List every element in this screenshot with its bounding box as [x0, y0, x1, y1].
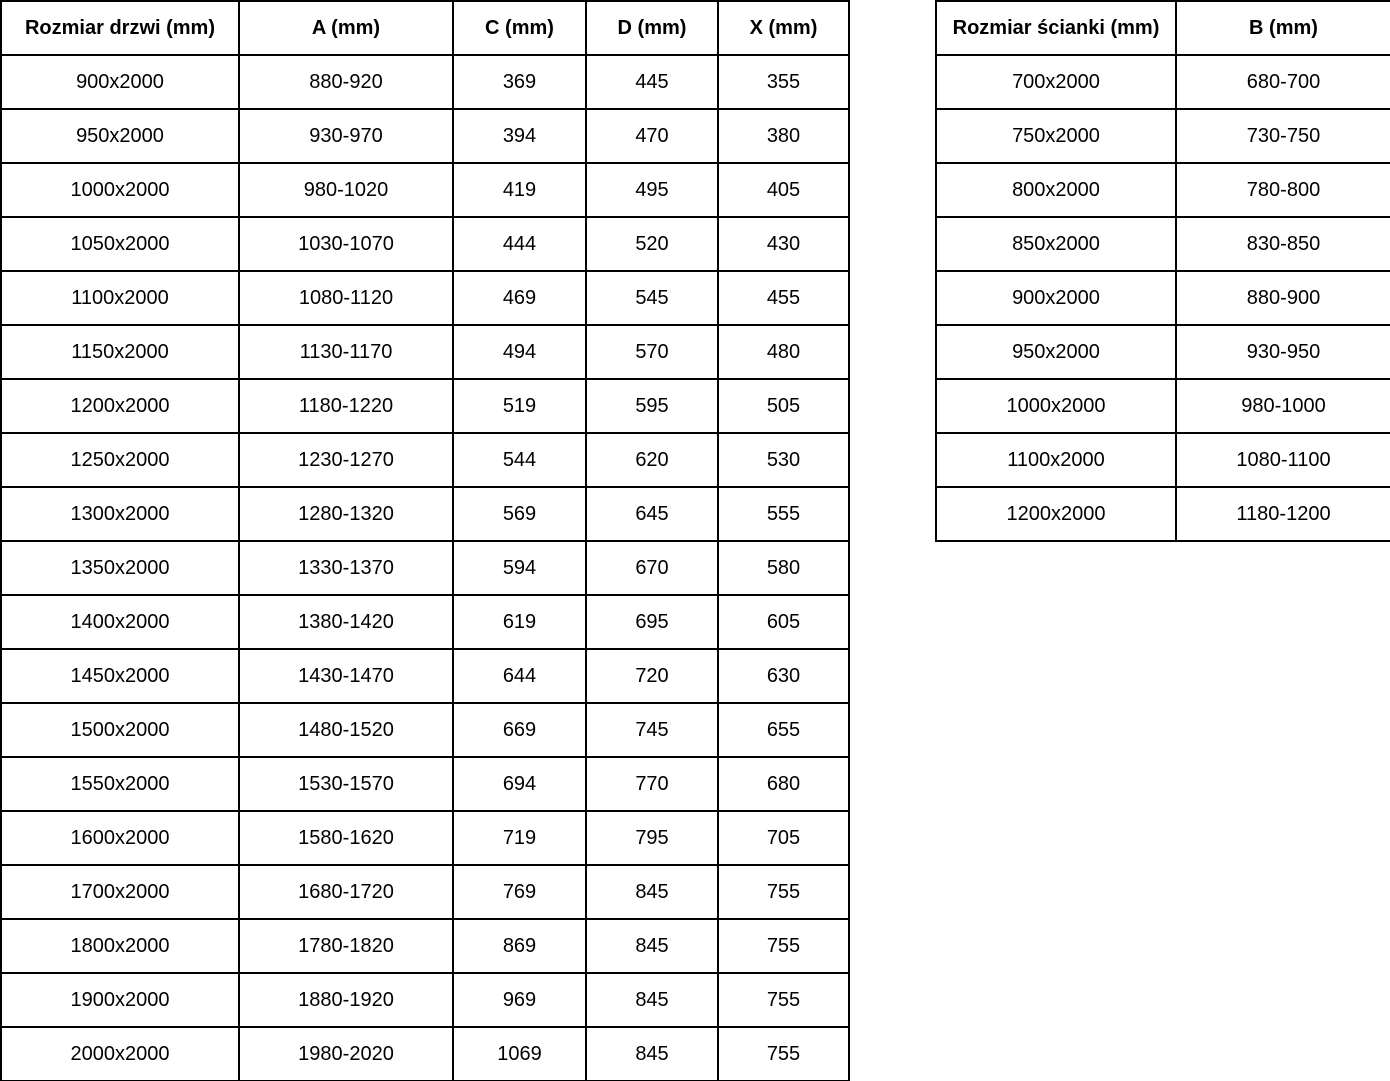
- table-row: [1, 595, 849, 649]
- table-row: [1, 271, 849, 325]
- table-cell: 1100x2000: [936, 433, 1176, 487]
- door-sizes-body: [1, 55, 849, 1081]
- table-row: [1, 703, 849, 757]
- table-cell: 1350x2000: [1, 541, 239, 595]
- table-row: [1, 1027, 849, 1081]
- table-row: [1, 379, 849, 433]
- table-row: [1, 865, 849, 919]
- table-cell: 580: [718, 541, 849, 595]
- table-cell: 669: [453, 703, 586, 757]
- table-cell: 469: [453, 271, 586, 325]
- table-cell: 769: [453, 865, 586, 919]
- table-cell: 605: [718, 595, 849, 649]
- table-cell: 930-970: [239, 109, 453, 163]
- table-cell: 1580-1620: [239, 811, 453, 865]
- table-row: [936, 433, 1390, 487]
- table-cell: 1400x2000: [1, 595, 239, 649]
- table-cell: 1980-2020: [239, 1027, 453, 1081]
- table-cell: 1530-1570: [239, 757, 453, 811]
- table-cell: 1130-1170: [239, 325, 453, 379]
- table-cell: 1380-1420: [239, 595, 453, 649]
- table-cell: 900x2000: [936, 271, 1176, 325]
- table-cell: 1300x2000: [1, 487, 239, 541]
- table-cell: 530: [718, 433, 849, 487]
- table-cell: 1480-1520: [239, 703, 453, 757]
- table-cell: 455: [718, 271, 849, 325]
- table-cell: 680-700: [1176, 55, 1390, 109]
- table-cell: 1030-1070: [239, 217, 453, 271]
- table-cell: 470: [586, 109, 718, 163]
- table-row: [936, 325, 1390, 379]
- table-cell: 445: [586, 55, 718, 109]
- table-row: [1, 163, 849, 217]
- table-cell: 694: [453, 757, 586, 811]
- table-cell: 830-850: [1176, 217, 1390, 271]
- table-row: [936, 217, 1390, 271]
- table-row: [1, 541, 849, 595]
- table-cell: 845: [586, 973, 718, 1027]
- wall-sizes-header-row: [936, 1, 1390, 55]
- table-cell: 569: [453, 487, 586, 541]
- table-row: [936, 109, 1390, 163]
- column-header: X (mm): [718, 1, 849, 55]
- table-row: [1, 757, 849, 811]
- table-cell: 950x2000: [936, 325, 1176, 379]
- table-cell: 1330-1370: [239, 541, 453, 595]
- table-cell: 980-1020: [239, 163, 453, 217]
- table-cell: 369: [453, 55, 586, 109]
- table-cell: 444: [453, 217, 586, 271]
- table-cell: 1880-1920: [239, 973, 453, 1027]
- wall-sizes-body: [936, 55, 1390, 541]
- table-cell: 1230-1270: [239, 433, 453, 487]
- table-cell: 720: [586, 649, 718, 703]
- table-cell: 1700x2000: [1, 865, 239, 919]
- table-cell: 845: [586, 1027, 718, 1081]
- table-cell: 845: [586, 865, 718, 919]
- table-cell: 1800x2000: [1, 919, 239, 973]
- table-cell: 355: [718, 55, 849, 109]
- column-header: A (mm): [239, 1, 453, 55]
- table-cell: 480: [718, 325, 849, 379]
- table-row: [936, 163, 1390, 217]
- table-cell: 1550x2000: [1, 757, 239, 811]
- table-cell: 880-900: [1176, 271, 1390, 325]
- table-cell: 880-920: [239, 55, 453, 109]
- table-cell: 680: [718, 757, 849, 811]
- table-cell: 1069: [453, 1027, 586, 1081]
- table-cell: 695: [586, 595, 718, 649]
- table-cell: 1900x2000: [1, 973, 239, 1027]
- table-row: [936, 55, 1390, 109]
- table-cell: 630: [718, 649, 849, 703]
- table-cell: 1000x2000: [1, 163, 239, 217]
- table-row: [1, 433, 849, 487]
- table-cell: 519: [453, 379, 586, 433]
- table-row: [1, 973, 849, 1027]
- table-cell: 670: [586, 541, 718, 595]
- table-cell: 1430-1470: [239, 649, 453, 703]
- table-cell: 1000x2000: [936, 379, 1176, 433]
- table-cell: 755: [718, 1027, 849, 1081]
- table-cell: 900x2000: [1, 55, 239, 109]
- table-cell: 980-1000: [1176, 379, 1390, 433]
- table-cell: 745: [586, 703, 718, 757]
- table-cell: 1780-1820: [239, 919, 453, 973]
- table-cell: 1600x2000: [1, 811, 239, 865]
- table-row: [1, 55, 849, 109]
- table-cell: 850x2000: [936, 217, 1176, 271]
- table-cell: 800x2000: [936, 163, 1176, 217]
- table-row: [1, 109, 849, 163]
- table-cell: 755: [718, 865, 849, 919]
- table-cell: 1200x2000: [1, 379, 239, 433]
- table-cell: 570: [586, 325, 718, 379]
- table-cell: 730-750: [1176, 109, 1390, 163]
- table-cell: 594: [453, 541, 586, 595]
- table-cell: 705: [718, 811, 849, 865]
- table-cell: 494: [453, 325, 586, 379]
- column-header: B (mm): [1176, 1, 1390, 55]
- table-cell: 1280-1320: [239, 487, 453, 541]
- table-cell: 419: [453, 163, 586, 217]
- table-cell: 555: [718, 487, 849, 541]
- table-row: [1, 649, 849, 703]
- table-cell: 1680-1720: [239, 865, 453, 919]
- table-cell: 795: [586, 811, 718, 865]
- table-row: [936, 487, 1390, 541]
- table-cell: 1050x2000: [1, 217, 239, 271]
- table-cell: 505: [718, 379, 849, 433]
- door-sizes-header-row: [1, 1, 849, 55]
- table-cell: 430: [718, 217, 849, 271]
- table-cell: 780-800: [1176, 163, 1390, 217]
- table-cell: 645: [586, 487, 718, 541]
- table-cell: 969: [453, 973, 586, 1027]
- table-cell: 930-950: [1176, 325, 1390, 379]
- column-header: Rozmiar ścianki (mm): [936, 1, 1176, 55]
- table-cell: 595: [586, 379, 718, 433]
- table-cell: 1250x2000: [1, 433, 239, 487]
- table-cell: 700x2000: [936, 55, 1176, 109]
- table-cell: 1150x2000: [1, 325, 239, 379]
- table-row: [1, 325, 849, 379]
- table-cell: 655: [718, 703, 849, 757]
- table-cell: 1100x2000: [1, 271, 239, 325]
- table-cell: 1200x2000: [936, 487, 1176, 541]
- column-header: Rozmiar drzwi (mm): [1, 1, 239, 55]
- table-cell: 644: [453, 649, 586, 703]
- table-cell: 845: [586, 919, 718, 973]
- table-cell: 755: [718, 919, 849, 973]
- table-cell: 750x2000: [936, 109, 1176, 163]
- table-cell: 545: [586, 271, 718, 325]
- table-cell: 380: [718, 109, 849, 163]
- table-cell: 770: [586, 757, 718, 811]
- table-cell: 1180-1220: [239, 379, 453, 433]
- table-cell: 1180-1200: [1176, 487, 1390, 541]
- table-cell: 520: [586, 217, 718, 271]
- column-header: C (mm): [453, 1, 586, 55]
- table-cell: 544: [453, 433, 586, 487]
- table-cell: 619: [453, 595, 586, 649]
- table-cell: 405: [718, 163, 849, 217]
- table-row: [1, 487, 849, 541]
- table-row: [1, 919, 849, 973]
- table-row: [1, 217, 849, 271]
- table-cell: 1080-1120: [239, 271, 453, 325]
- column-header: D (mm): [586, 1, 718, 55]
- table-row: [936, 271, 1390, 325]
- table-cell: 869: [453, 919, 586, 973]
- table-cell: 394: [453, 109, 586, 163]
- table-row: [1, 811, 849, 865]
- wall-sizes-table: [935, 0, 1390, 542]
- table-cell: 495: [586, 163, 718, 217]
- table-cell: 719: [453, 811, 586, 865]
- table-cell: 755: [718, 973, 849, 1027]
- table-cell: 950x2000: [1, 109, 239, 163]
- table-cell: 1450x2000: [1, 649, 239, 703]
- table-cell: 620: [586, 433, 718, 487]
- table-cell: 2000x2000: [1, 1027, 239, 1081]
- table-row: [936, 379, 1390, 433]
- table-cell: 1080-1100: [1176, 433, 1390, 487]
- table-cell: 1500x2000: [1, 703, 239, 757]
